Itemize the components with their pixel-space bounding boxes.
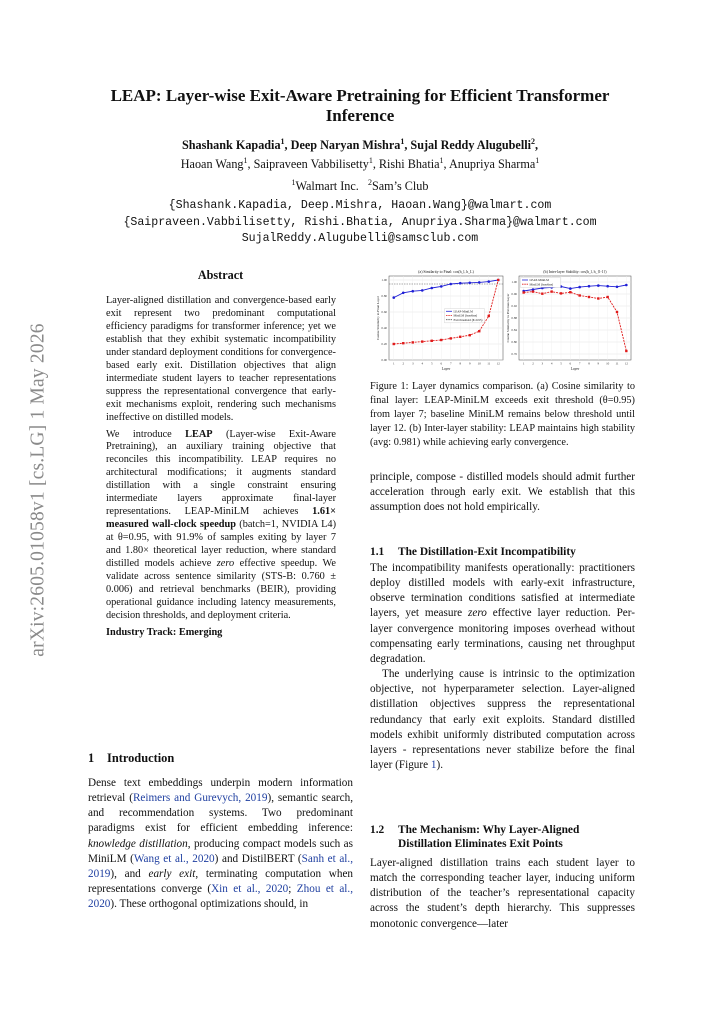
x-tick-label: 6 — [440, 361, 443, 366]
x-tick-label: 2 — [402, 361, 405, 366]
data-point-baseline — [616, 311, 618, 313]
legend-label: Exit threshold (θ=0.95) — [453, 317, 483, 322]
x-tick-label: 11 — [615, 361, 619, 366]
data-point-leap — [625, 284, 628, 287]
x-tick-label: 6 — [569, 361, 572, 366]
paper-title: LEAP: Layer-wise Exit-Aware Pretraining for Efficient Transformer Inference — [110, 86, 610, 125]
data-point-leap — [478, 281, 481, 284]
y-tick-label: 0.88 — [511, 316, 517, 321]
abstract-body — [106, 295, 336, 644]
chart-title: (b) Inter-layer Stability: cos(h_l, h_{l-1}) — [543, 270, 607, 274]
author-list — [90, 134, 630, 172]
data-point-baseline — [578, 294, 580, 296]
x-tick-label: 4 — [550, 361, 553, 366]
data-point-baseline — [393, 343, 395, 345]
section-1-1-paragraph: The underlying cause is intrinsic to the optimization objective, not hyperparameter selection. Layer-aligned distillation objectives suppress the representational redundancy that early exit exploits. Standard distilled models exhibit uniformly distributed computation across layers - representations never stabilize before the final layer (Figure 1). — [370, 668, 635, 772]
data-point-baseline — [588, 296, 590, 298]
y-tick-label: 1.00 — [381, 278, 387, 283]
data-point-baseline — [488, 315, 490, 317]
x-tick-label: 5 — [430, 361, 433, 366]
x-tick-label: 4 — [421, 361, 424, 366]
author-name: Sujal Reddy Alugubelli — [410, 138, 531, 153]
x-tick-label: 8 — [459, 361, 462, 366]
x-tick-label: 10 — [606, 361, 610, 366]
data-point-baseline — [469, 334, 471, 336]
section-1-2-body: Layer-aligned distillation trains each student layer to match the corresponding teacher layer, inducing uniform distribution of the teacher’s representational capacity across the student’s depth hierarchy. This suppresses monotonic convergence—later — [370, 857, 635, 930]
citation-link[interactable]: Sanh et al., 2019 — [88, 852, 353, 880]
legend-label: MiniLM (baseline) — [529, 282, 554, 287]
data-point-baseline — [440, 339, 442, 341]
arxiv-watermark — [22, 295, 56, 685]
x-tick-label: 2 — [532, 361, 534, 366]
data-point-leap — [421, 289, 424, 292]
email-line: {Saipraveen.Vabbilisetty, Rishi.Bhatia, Anupriya.Sharma}@walmart.com — [123, 215, 597, 229]
affiliation-walmart: Walmart Inc. — [295, 179, 359, 194]
x-tick-label: 10 — [477, 361, 481, 366]
data-point-leap — [616, 286, 619, 289]
data-point-leap — [468, 282, 471, 285]
data-point-baseline — [606, 296, 608, 298]
data-point-leap — [588, 285, 591, 288]
author-name: Rishi Bhatia — [378, 157, 440, 172]
figure-1 — [373, 262, 635, 380]
data-point-baseline — [402, 342, 404, 344]
x-tick-label: 1 — [392, 361, 395, 366]
data-point-baseline — [431, 340, 433, 342]
abstract-heading: Abstract — [197, 268, 244, 282]
author-name: Anupriya Sharma — [448, 157, 536, 172]
x-tick-label: 12 — [624, 361, 628, 366]
data-point-baseline — [532, 290, 534, 292]
data-point-leap — [569, 287, 572, 290]
data-point-baseline — [625, 350, 627, 352]
y-axis-label: Cosine Similarity to Final Layer — [376, 296, 380, 340]
x-tick-label: 9 — [597, 361, 600, 366]
y-tick-label: 0.80 — [381, 294, 387, 299]
x-tick-label: 11 — [487, 361, 491, 366]
x-tick-label: 5 — [560, 361, 562, 366]
x-tick-label: 7 — [578, 361, 581, 366]
data-point-baseline — [560, 292, 562, 294]
data-point-leap — [459, 282, 462, 285]
y-tick-label: 0.40 — [381, 326, 387, 331]
y-tick-label: 0.84 — [511, 328, 517, 333]
y-tick-label: 0.60 — [381, 310, 387, 315]
y-tick-label: 1.00 — [511, 280, 517, 285]
x-axis-label: Layer — [570, 367, 580, 371]
y-tick-label: 0.92 — [511, 304, 517, 309]
x-tick-label: 12 — [496, 361, 500, 366]
figure-reference-link[interactable]: 1 — [430, 759, 437, 772]
data-point-baseline — [522, 291, 524, 293]
section-1-1-body — [370, 561, 635, 773]
intro-continuation: principle, compose - distilled models should admit further acceleration through early exit. We establish that this assumption does not hold empirically. — [370, 471, 635, 514]
authors-line-1: Shashank Kapadia$^1$, Deep Naryan Mishra$^1$, Sujal Reddy Alugubelli$^2$, — [181, 137, 539, 153]
x-axis-label: Layer — [441, 367, 451, 371]
data-point-leap — [606, 285, 609, 288]
author-name: Saipraveen Vabbilisetty — [253, 157, 369, 172]
data-point-leap — [402, 292, 405, 295]
data-point-baseline — [541, 293, 543, 295]
x-tick-label: 7 — [449, 361, 452, 366]
y-tick-label: 0.20 — [381, 342, 387, 347]
section-1-1-paragraph: The incompatibility manifests operationally: practitioners deploy distilled models with early-exit infrastructure, observe termination conditions satisfied at intermediate layers, yet measure zero effective layer reduction. Per-layer convergence monitoring imposes overhead without compensating early terminations, causing net throughput degradation. — [370, 562, 635, 665]
data-point-baseline — [412, 341, 414, 343]
citation-link[interactable]: Reimers and Gurevych, 2019 — [132, 792, 268, 805]
affiliations: $^1$Walmart Inc. $^2$Sam’s Club — [291, 178, 429, 194]
data-point-leap — [392, 296, 395, 299]
data-point-leap — [487, 280, 490, 283]
data-point-leap — [440, 285, 443, 288]
data-point-baseline — [421, 340, 423, 342]
industry-track: Industry Track: Emerging — [106, 626, 223, 638]
data-point-baseline — [450, 337, 452, 339]
abstract-paragraph-1: Layer-aligned distillation and convergence-based early exit represent two predominant computational efficiency paradigms for transformer inference; yet we establish that they exhibit systematic incompatibility under standard deployment conditions for convergence-based early exit. Distillation objectives that align intermediate student layers to teacher representations suppress the representational convergence that early-exit mechanisms exploit, rendering such mechanisms ineffective on distilled models. — [106, 295, 336, 423]
x-tick-label: 9 — [468, 361, 471, 366]
data-point-leap — [449, 283, 452, 286]
y-tick-label: 0.00 — [381, 358, 387, 363]
y-tick-label: 0.76 — [511, 352, 517, 357]
data-point-leap — [578, 286, 581, 289]
y-tick-label: 0.80 — [511, 340, 517, 345]
citation-link[interactable]: Wang et al., 2020 — [133, 852, 215, 865]
email-line: SujalReddy.Alugubelli@samsclub.com — [241, 232, 479, 245]
legend-label: LEAP-MiniLM — [453, 309, 473, 314]
email-line: {Shashank.Kapadia, Deep.Mishra, Haoan.Wang}@walmart.com — [168, 199, 552, 212]
data-point-leap — [411, 290, 414, 293]
abstract-paragraph-2: We introduce LEAP (Layer-wise Exit-Aware Pretraining), an auxiliary training objective that reconciles this incompatibility. LEAP requires no architectural modifications; it augments standard distillation with a single constraint ensuring intermediate layers approximate final-layer representations. LEAP-MiniLM achieves 1.61× measured wall-clock speedup (batch=1, NVIDIA L4) at θ=0.95, with 91.9% of samples exiting by layer 7 and 1.80× theoretical layer reduction, where standard distilled models achieve zero effective speedup. We validate across sentence similarity (STS-B: 0.760 ± 0.006) and retrieval benchmarks (BEIR), providing operational guidance including latency measurements, decision thresholds, and deployment criteria. — [106, 428, 336, 621]
affiliation-samsclub: Sam’s Club — [371, 179, 429, 194]
y-tick-label: 0.96 — [511, 292, 517, 297]
data-point-leap — [430, 287, 433, 290]
section-1-2-heading: 1.2 The Mechanism: Why Layer-Aligned Distillation Eliminates Exit Points — [370, 824, 580, 850]
x-tick-label: 3 — [411, 361, 414, 366]
chart-title: (a) Similarity to Final: cos(h_l, h_L) — [418, 270, 474, 274]
x-tick-label: 8 — [588, 361, 590, 366]
arxiv-id: arXiv:2605.01058v1 [cs.LG] 1 May 2026 — [28, 323, 49, 657]
data-point-baseline — [597, 297, 599, 299]
data-point-baseline — [478, 330, 480, 332]
x-tick-label: 1 — [522, 361, 525, 366]
data-point-baseline — [550, 290, 552, 292]
figure-caption: Figure 1: Layer dynamics comparison. (a) Cosine similarity to final layer: LEAP-MiniLM exceeds exit threshold (θ=0.95) from layer 7; baseline MiniLM remains below threshold until layer 12. (b) Inter-layer stability: LEAP maintains high stability (avg: 0.981) while achieving early convergence. — [370, 381, 635, 448]
author-name: Deep Naryan Mishra — [290, 138, 401, 153]
data-point-leap — [597, 284, 600, 287]
intro-heading: 1 Introduction — [88, 751, 175, 765]
legend-label: MiniLM (baseline) — [453, 313, 478, 318]
intro-paragraph: Dense text embeddings underpin modern information retrieval (Reimers and Gurevych, 2019), semantic search, and recommendation systems. Two predominant paradigms exist for efficient embedding inference: knowledge distillation, producing compact models such as MiniLM (Wang et al., 2020) and DistilBERT (Sanh et al., 2019), and early exit, terminating computation when representations converge (Xin et al., 2020; Zhou et al., 2020). These orthogonal optimizations should, in — [88, 777, 354, 911]
legend-label: LEAP-MiniLM — [529, 278, 549, 283]
citation-link[interactable]: Zhou et al., 2020 — [88, 883, 353, 911]
x-tick-label: 3 — [541, 361, 544, 366]
citation-link[interactable]: Xin et al., 2020 — [211, 883, 289, 896]
data-point-baseline — [569, 291, 571, 293]
author-name: Shashank Kapadia — [181, 138, 281, 153]
section-1-1-heading: 1.1 The Distillation-Exit Incompatibility — [370, 546, 576, 558]
author-emails — [40, 198, 680, 248]
data-point-baseline — [459, 336, 461, 338]
data-point-baseline — [497, 279, 499, 281]
y-axis-label: Cosine Similarity to Previous Layer — [506, 293, 510, 343]
figure-1-charts — [373, 262, 635, 380]
author-name: Haoan Wang — [180, 157, 244, 172]
authors-line-2: Haoan Wang$^1$, Saipraveen Vabbilisetty$^1$, Rishi Bhatia$^1$, Anupriya Sharma$^1$ — [180, 156, 540, 172]
